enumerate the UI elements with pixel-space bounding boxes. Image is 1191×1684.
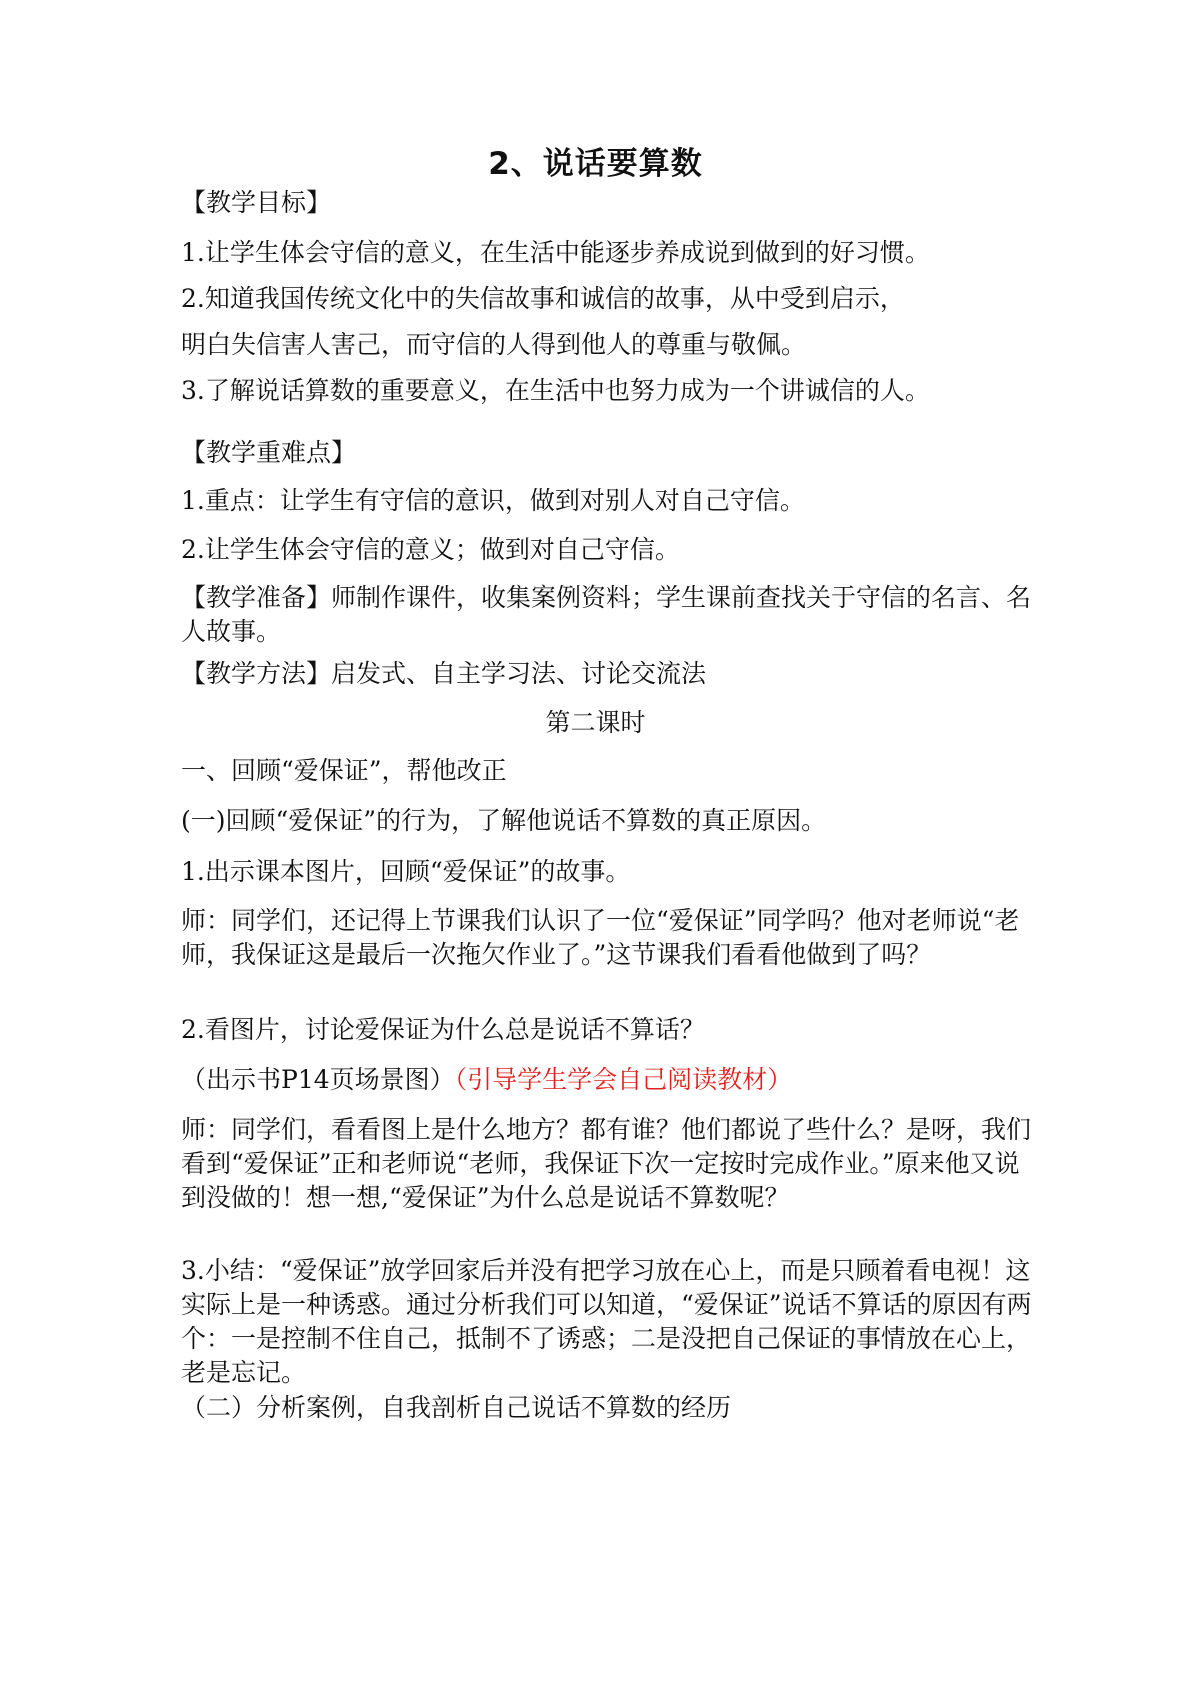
show-picture-line [181, 1063, 1041, 1097]
summary-paragraph: 3.小结：“爱保证”放学回家后并没有把学习放在心上，而是只顾着看电视！这实际上是一种诱惑。通过分析我们可以知道，“爱保证”说话不算话的原因有两个：一是控制不住自己，抵制不了诱惑；二是没把自己保证的事情放在心上，老是忘记。 [181, 1256, 1032, 1387]
preparation-text: 师制作课件，收集案例资料；学生课前查找关于守信的名言、名人故事。 [181, 583, 1032, 646]
methods-text: 启发式、自主学习法、讨论交流法 [331, 659, 707, 688]
methods-label: 【教学方法】 [181, 659, 332, 688]
objective-3: 3.了解说话算数的重要意义，在生活中也努力成为一个讲诚信的人。 [181, 376, 930, 405]
preparation-paragraph [181, 581, 1041, 649]
key-point-2: 2.让学生体会守信的意义；做到对自己守信。 [181, 535, 680, 564]
teacher-speech-2: 师：同学们，看看图上是什么地方？都有谁？他们都说了些什么？是呀，我们看到“爱保证”正和老师说“老师，我保证下次一定按时完成作业。”原来他又说到没做的！想一想,“爱保证”为什么总是说话不算数呢？ [181, 1115, 1032, 1212]
key-point-1: 1.重点：让学生有守信的意识，做到对别人对自己守信。 [181, 486, 805, 515]
preparation-label: 【教学准备】 [181, 583, 332, 612]
methods-paragraph [181, 657, 1041, 691]
show-picture-text: （出示书P14页场景图） [181, 1065, 455, 1094]
lesson-label: 第二课时 [545, 708, 646, 737]
objective-1: 1.让学生体会守信的意义，在生活中能逐步养成说到做到的好习惯。 [181, 238, 930, 267]
objective-2-line-2: 明白失信害人害己，而守信的人得到他人的尊重与敬佩。 [181, 330, 807, 359]
subsection-2-heading: （二）分析案例，自我剖析自己说话不算数的经历 [181, 1393, 732, 1422]
key-points-heading: 【教学重难点】 [181, 438, 357, 467]
objectives-heading: 【教学目标】 [181, 188, 332, 217]
step-1: 1.出示课本图片，回顾“爱保证”的故事。 [181, 857, 631, 886]
objective-2-line-1: 2.知道我国传统文化中的失信故事和诚信的故事，从中受到启示， [181, 284, 905, 313]
subsection-1-heading: (一)回顾“爱保证”的行为，了解他说话不算数的真正原因。 [181, 806, 827, 835]
teacher-speech-1: 师：同学们，还记得上节课我们认识了一位“爱保证”同学吗？他对老师说“老师，我保证这是最后一次拖欠作业了。”这节课我们看看他做到了吗？ [181, 906, 1020, 969]
document-title: 2、说话要算数 [488, 146, 703, 182]
step-2: 2.看图片，讨论爱保证为什么总是说话不算话？ [181, 1015, 705, 1044]
reading-guidance-note: （引导学生学会自己阅读教材） [454, 1065, 793, 1094]
section-1-heading: 一、回顾“爱保证”，帮他改正 [181, 756, 507, 785]
